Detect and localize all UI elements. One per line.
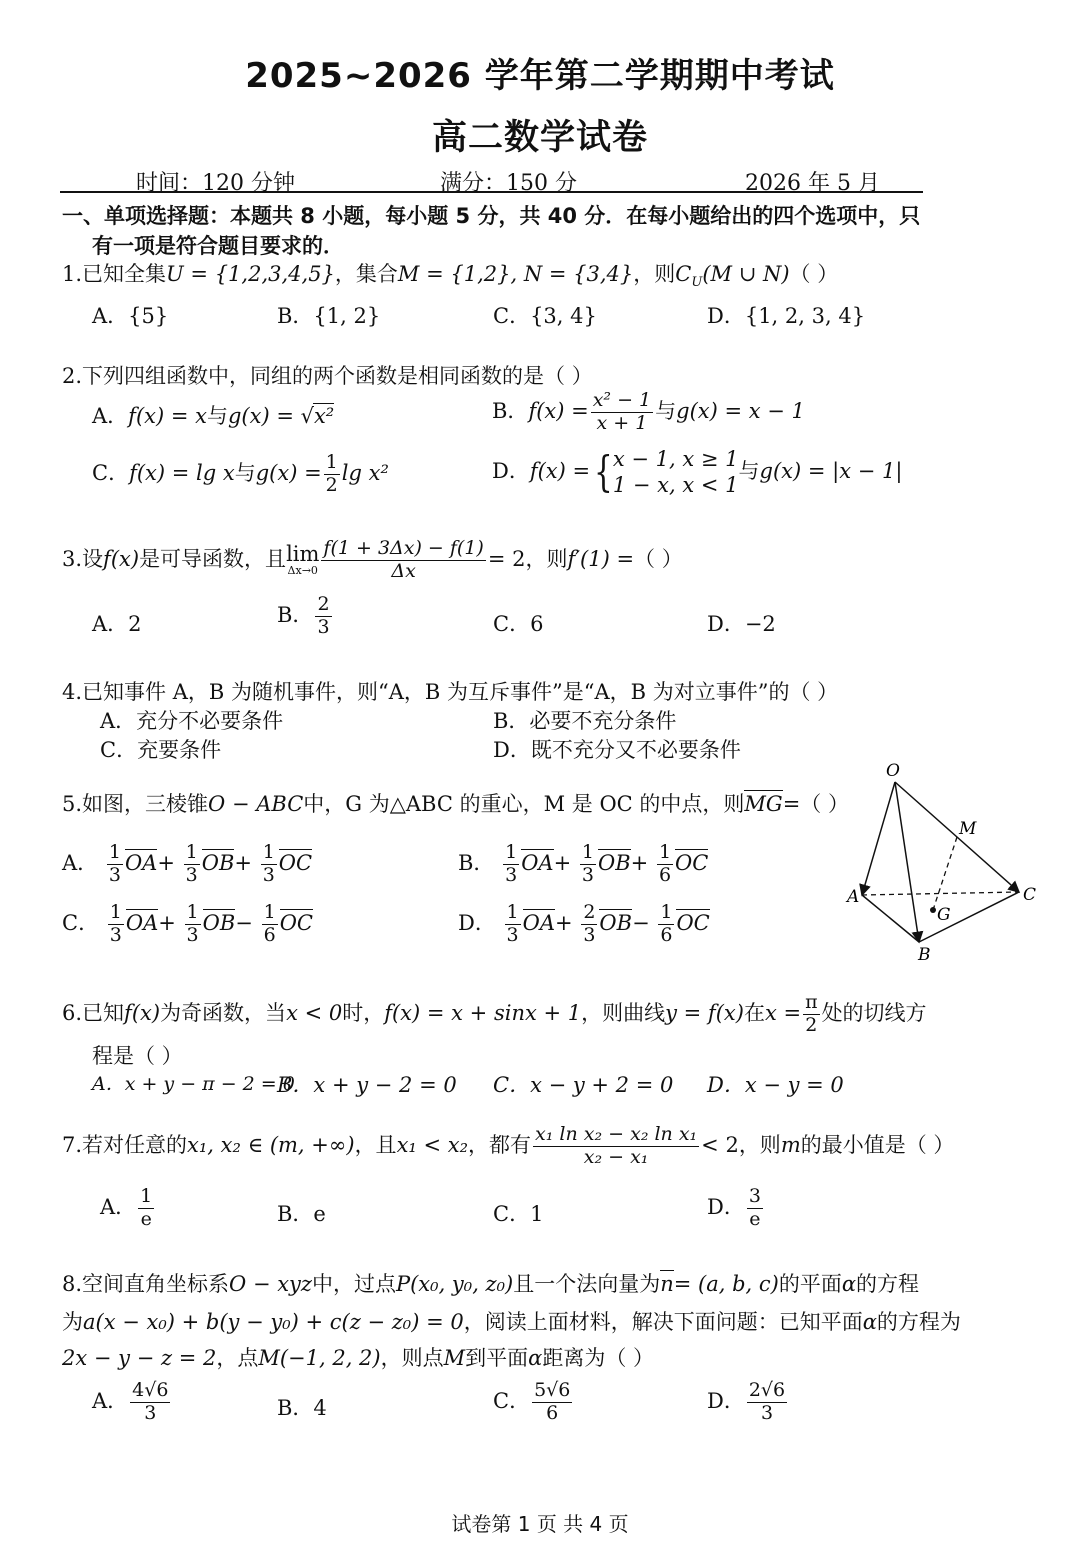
question-1-stem: 1.已知全集U = {1,2,3,4,5}，集合M = {1,2}, N = {3,4}，则$C_U(M$ ∪ N)（ ） <box>62 262 839 291</box>
question-6-option-d: D．x − y = 0 <box>707 1073 844 1097</box>
question-2-option-c: C．f(x) = lg x与g(x) = $\frac{1}{2}$ lg x² <box>92 451 389 496</box>
question-6-stem-line2: 程是（ ） <box>92 1044 183 1068</box>
question-8-option-a: A． $\frac{4√6}{3}$ <box>92 1379 169 1424</box>
exam-time: 时间：120 分钟 <box>136 171 295 196</box>
exam-score: 满分：150 分 <box>440 171 577 196</box>
page-footer: 试卷第 1 页 共 4 页 <box>451 1512 629 1536</box>
header-rule <box>60 191 923 193</box>
question-8-line1: 8.空间直角坐标系O − xyz中，过点P(x₀, y₀, z₀)且一个法向量为n= (a, b, c)的平面α的方程 <box>62 1272 920 1296</box>
question-8-line2: 为a(x − x₀) + b(y − y₀) + c(z − z₀) = 0，阅读上面材料，解决下面问题：已知平面α的方程为 <box>62 1310 961 1334</box>
question-6-option-b: B．x + y − 2 = 0 <box>277 1073 457 1097</box>
question-5-option-b: B． $\frac{1}{3}$ OA+ $\frac{1}{3}$ OB+ $\frac{1}{6}$ OC <box>458 841 709 886</box>
question-8-option-d: D． $\frac{2√6}{3}$ <box>707 1379 786 1424</box>
question-1-option-d: D．{1, 2, 3, 4} <box>707 304 866 328</box>
question-7-option-b: B．e <box>277 1202 326 1226</box>
edge-ab <box>862 895 919 942</box>
question-6-option-c: C．x − y + 2 = 0 <box>493 1073 674 1097</box>
section-heading-line1: 一、单项选择题：本题共 8 小题，每小题 5 分，共 40 分．在每小题给出的四个选项中，只 <box>62 204 921 228</box>
question-7-option-a: A． $\frac{1}{e}$ <box>100 1185 153 1230</box>
question-5-option-a: A． $\frac{1}{3}$ OA+ $\frac{1}{3}$ OB+ $\frac{1}{3}$ OC <box>62 841 313 886</box>
question-7-stem: 7.若对任意的x₁, x₂ ∈ (m, +∞)，且x₁ < x₂，都有 $\frac{\text{x₁ ln x₂ − x₂ ln x₁}}{\text{x₂ − x₁}}$ < 2，则m的最小值是（ ） <box>62 1123 955 1168</box>
question-4-option-b: B．必要不充分条件 <box>493 709 677 733</box>
question-5-stem: 5.如图，三棱锥O − ABC中，G 为△ABC 的重心，M 是 OC 的中点，则MG=（ ） <box>62 792 849 816</box>
question-2-stem: 2.下列四组函数中，同组的两个函数是相同函数的是（ ） <box>62 364 593 388</box>
label-b: B <box>918 945 931 965</box>
label-o: O <box>886 761 900 781</box>
question-3-stem: 3.设f(x)是可导函数，且 lim Δx→0 $\frac{f(1 + 3\Delta x) - f(1)}{\Delta x}$ = 2，则f′(1) =（ ） <box>62 537 683 582</box>
question-4-option-c: C．充要条件 <box>100 738 222 762</box>
label-m: M <box>959 819 977 839</box>
label-g: G <box>937 905 951 925</box>
question-5-option-c: C． $\frac{1}{3}$ OA+ $\frac{1}{3}$ OB− $\frac{1}{6}$ OC <box>62 901 313 946</box>
question-1-option-c: C．{3, 4} <box>493 304 597 328</box>
question-2-option-a: A．f(x) = x与g(x) = √x² <box>92 404 335 428</box>
question-5-option-d: D． $\frac{1}{3}$ OA+ $\frac{2}{3}$ OB− $\frac{1}{6}$ OC <box>458 901 710 946</box>
label-a: A <box>847 887 860 907</box>
question-6-stem-line1: 6.已知f(x)为奇函数，当x < 0时，f(x) = x + sinx + 1，则曲线y = f(x)在x = $\frac{\pi}{2}$ 处的切线方 <box>62 991 927 1036</box>
question-8-option-b: B．4 <box>277 1396 327 1420</box>
question-3-option-d: D．−2 <box>707 612 776 636</box>
question-3-option-a: A．2 <box>92 612 142 636</box>
segment-mg <box>933 837 957 910</box>
exam-title: 2025~2026 学年第二学期期中考试 <box>245 56 835 96</box>
exam-date: 2026 年 5 月 <box>745 171 880 196</box>
pyramid-figure <box>835 760 1045 970</box>
question-8-line3: 2x − y − z = 2，点M(−1, 2, 2)，则点M到平面α距离为（ ） <box>62 1346 655 1370</box>
question-7-option-c: C．1 <box>493 1202 544 1226</box>
question-1-option-b: B．{1, 2} <box>277 304 381 328</box>
question-4-stem: 4.已知事件 A，B 为随机事件，则“A，B 为互斥事件”是“A，B 为对立事件”的（ ） <box>62 680 839 704</box>
label-c: C <box>1023 885 1037 905</box>
question-6-option-a: A．x + y − π − 2 = 0 <box>92 1073 295 1095</box>
question-7-option-d: D． $\frac{3}{e}$ <box>707 1185 761 1230</box>
section-heading-line2: 有一项是符合题目要求的． <box>92 234 344 258</box>
edge-ob <box>895 782 919 942</box>
edge-bc <box>919 892 1019 942</box>
point-g <box>930 907 936 913</box>
question-1-option-a: A．{5} <box>92 304 169 328</box>
question-2-option-b: B．f(x) = $\frac{\text{x² − 1}}{x + 1}$ 与g(x) = x − 1 <box>492 389 805 434</box>
question-4-option-a: A．充分不必要条件 <box>100 709 284 733</box>
edge-ac <box>862 892 1019 895</box>
question-3-option-c: C．6 <box>493 612 544 636</box>
question-4-option-d: D．既不充分又不必要条件 <box>493 738 741 762</box>
question-2-option-d: D．f(x) ={ x − 1, x ≥ 1 1 − x, x < 1 与g(x) = |x − 1| <box>492 447 903 498</box>
question-3-option-b: B． $\frac{2}{3}$ <box>277 593 330 638</box>
question-8-option-c: C． $\frac{5√6}{6}$ <box>493 1379 571 1424</box>
edge-oa <box>862 782 895 895</box>
exam-subtitle: 高二数学试卷 <box>431 118 648 158</box>
